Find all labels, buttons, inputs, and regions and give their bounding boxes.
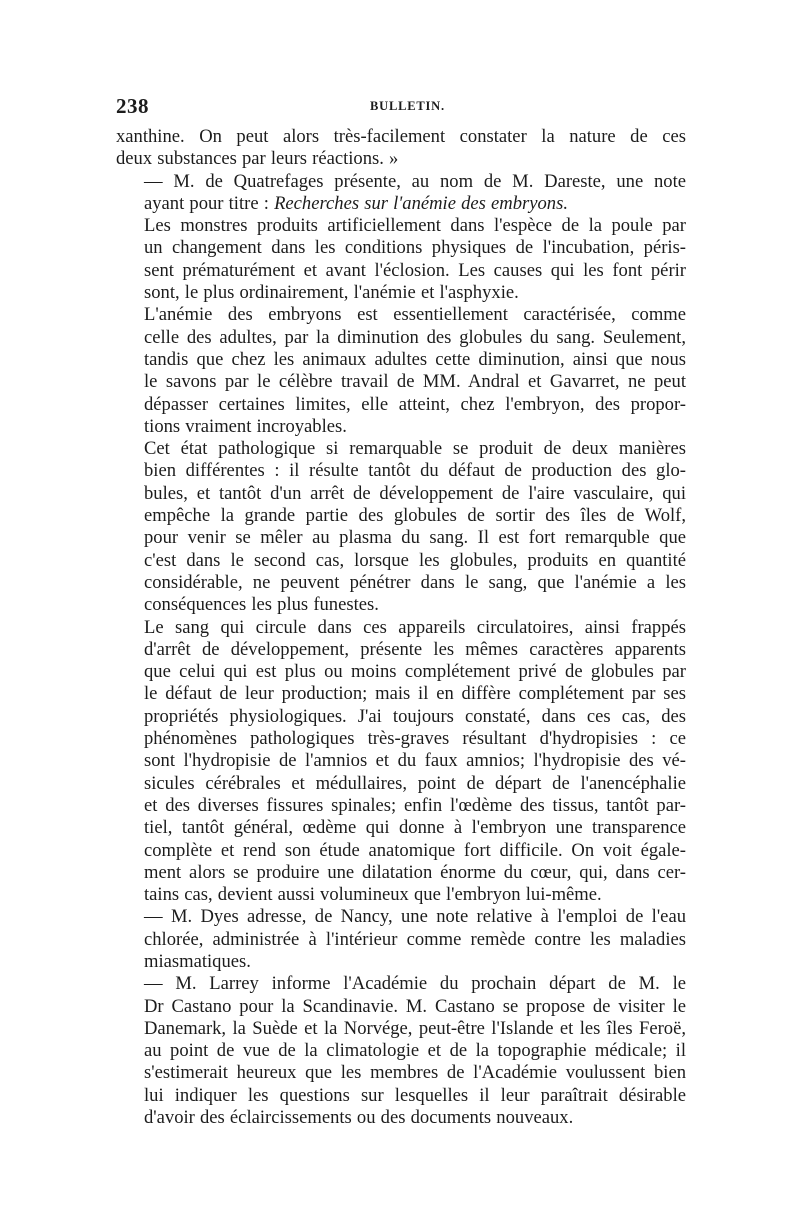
text-line: celle des adultes, par la diminution des globules du sang. Seulement, — [144, 326, 686, 348]
text-line: que celui qui est plus ou moins complétement privé de globules par — [144, 661, 686, 683]
text-line: un changement dans les conditions physiques de l'incubation, péris- — [144, 237, 686, 259]
text-line: au point de vue de la climatologie et de la topographie médicale; il — [144, 1040, 686, 1062]
page-number: 238 — [116, 94, 149, 118]
text-line: le savons par le célèbre travail de MM. Andral et Gavarret, ne peut — [144, 371, 686, 393]
text-line: le défaut de leur production; mais il en diffère complétement par ses — [144, 683, 686, 705]
text-line: L'anémie des embryons est essentiellement caractérisée, comme — [144, 304, 686, 326]
paragraph — [116, 906, 686, 973]
text-line: Danemark, la Suède et la Norvége, peut-être l'Islande et les îles Feroë, — [144, 1017, 686, 1039]
text-line: sont l'hydropisie de l'amnios et du faux amnios; l'hydropisie des vé- — [144, 750, 686, 772]
text-line: pour venir se mêler au plasma du sang. Il est fort remarquble que — [144, 527, 686, 549]
text-line: tiel, tantôt général, œdème qui donne à l'embryon une transparence — [144, 817, 686, 839]
text-line: deux substances par leurs réactions. » — [116, 148, 399, 170]
text-line: miasmatiques. — [144, 950, 251, 972]
text-line: bules, et tantôt d'un arrêt de développement de l'aire vasculaire, qui — [144, 482, 686, 504]
paragraph — [116, 304, 686, 438]
text-line: empêche la grande partie des globules de sortir des îles de Wolf, — [144, 505, 686, 527]
text-line: — M. de Quatrefages présente, au nom de M. Dareste, une note — [144, 170, 686, 192]
paragraph — [116, 438, 686, 616]
paragraph — [116, 126, 686, 171]
text-line: dépasser certaines limites, elle atteint, chez l'embryon, des propor- — [144, 393, 686, 415]
text-line: sicules cérébrales et médullaires, point de départ de l'anencéphalie — [144, 772, 686, 794]
text-line: considérable, ne peuvent pénétrer dans le sang, que l'anémie a les — [144, 571, 686, 593]
text-line: ment alors se produire une dilatation énorme du cœur, qui, dans cer- — [144, 861, 686, 883]
text-line: bien différentes : il résulte tantôt du défaut de production des glo- — [144, 460, 686, 482]
running-head: BULLETIN. — [370, 99, 445, 113]
text-line: phénomènes pathologiques très-graves résultant d'hydropisies : ce — [144, 728, 686, 750]
text-line: conséquences les plus funestes. — [144, 594, 379, 616]
text-line: Cet état pathologique si remarquable se produit de deux manières — [144, 438, 686, 460]
text-line: Dr Castano pour la Scandinavie. M. Castano se propose de visiter le — [144, 995, 686, 1017]
text-line: lui indiquer les questions sur lesquelles il leur paraîtrait désirable — [144, 1084, 686, 1106]
text-line: c'est dans le second cas, lorsque les globules, produits en quantité — [144, 549, 686, 571]
note-title: Recherches sur l'anémie des embryons. — [274, 192, 568, 214]
text-line: tions vraiment incroyables. — [144, 415, 347, 437]
text-line: sont, le plus ordinairement, l'anémie et l'asphyxie. — [144, 282, 519, 304]
text-line: et des diverses fissures spinales; enfin l'œdème des tissus, tantôt par- — [144, 794, 686, 816]
text-line: Le sang qui circule dans ces appareils circulatoires, ainsi frappés — [144, 616, 686, 638]
text-line: complète et rend son étude anatomique fort difficile. On voit égale- — [144, 839, 686, 861]
text-line: xanthine. On peut alors très-facilement constater la nature de ces — [116, 126, 686, 147]
body-text — [116, 126, 686, 1129]
text-line: propriétés physiologiques. J'ai toujours constaté, dans ces cas, des — [144, 705, 686, 727]
page-header — [116, 90, 686, 120]
paragraph — [116, 171, 686, 216]
text-line: — M. Dyes adresse, de Nancy, une note relative à l'emploi de l'eau — [144, 906, 686, 928]
text-line: ayant pour titre : Recherches sur l'anémie des embryons. — [144, 192, 568, 214]
text-line: d'avoir des éclaircissements ou des documents nouveaux. — [144, 1107, 574, 1129]
text-line: sent prématurément et avant l'éclosion. Les causes qui les font périr — [144, 259, 686, 281]
paragraph — [116, 215, 686, 304]
text-line: d'arrêt de développement, présente les mêmes caractères apparents — [144, 638, 686, 660]
text-line: tains cas, devient aussi volumineux que l'embryon lui-même. — [144, 884, 602, 906]
text-line: s'estimerait heureux que les membres de l'Académie voulussent bien — [144, 1062, 686, 1084]
text-line: chlorée, administrée à l'intérieur comme remède contre les maladies — [144, 928, 686, 950]
text-line: tandis que chez les animaux adultes cette diminution, ainsi que nous — [144, 348, 686, 370]
text-line: — M. Larrey informe l'Académie du prochain départ de M. le — [144, 973, 686, 995]
paragraph — [116, 617, 686, 907]
paragraph — [116, 973, 686, 1129]
text-line: Les monstres produits artificiellement dans l'espèce de la poule par — [144, 215, 686, 237]
